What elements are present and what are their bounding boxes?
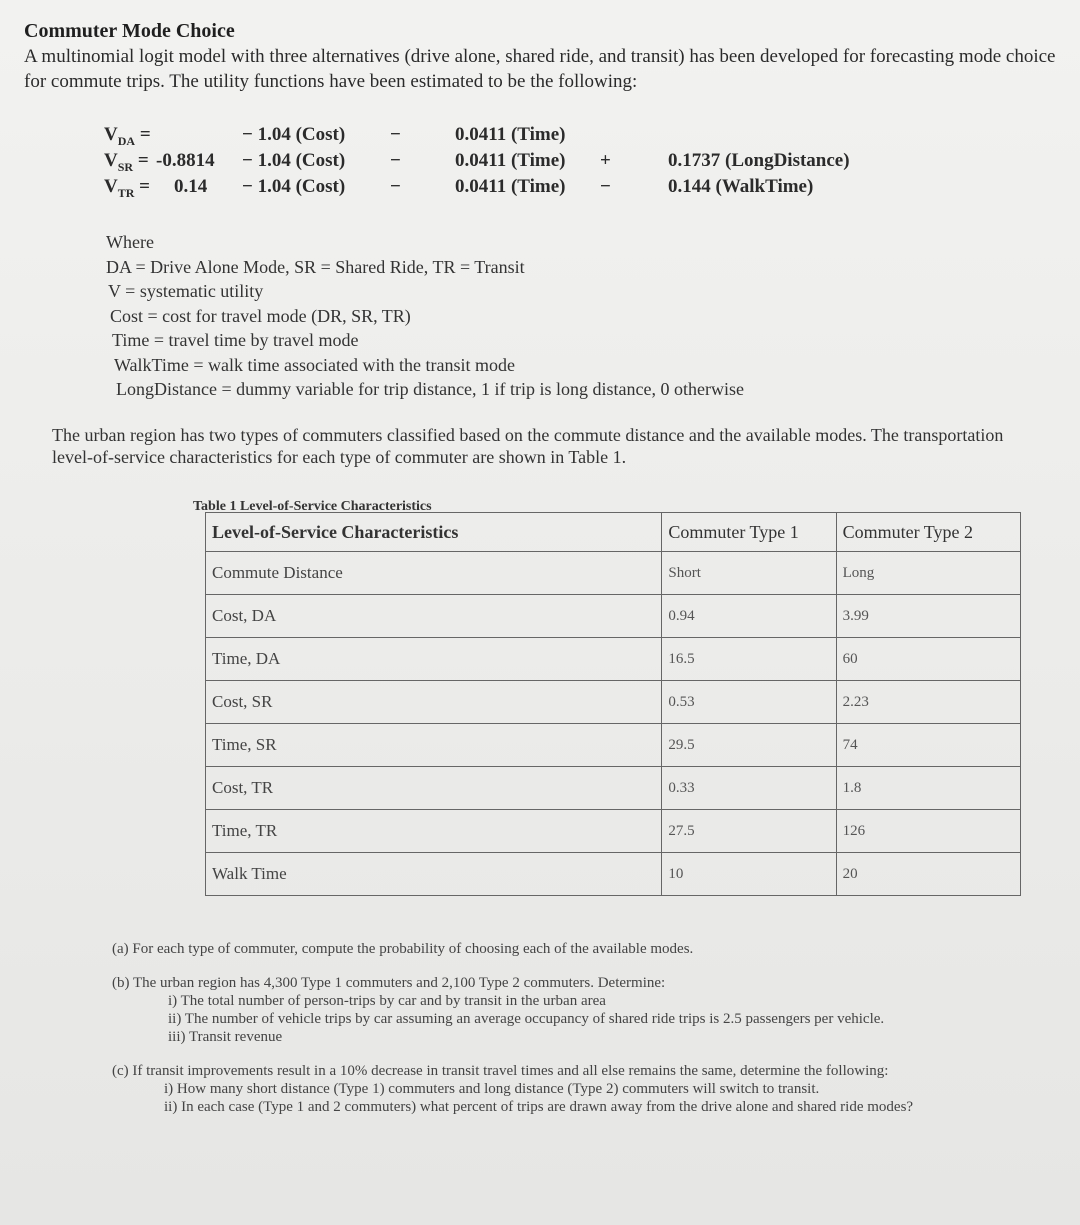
equation-operator: − [390,150,401,171]
table-row [206,552,1021,595]
definition-line: DA = Drive Alone Mode, SR = Shared Ride, TR = Transit [106,256,525,277]
table-caption: Table 1 Level-of-Service Characteristics [193,499,432,514]
table-row [206,767,1021,810]
equation-constant: 0.14 [174,176,208,197]
definition-line: V = systematic utility [108,281,264,301]
question-b-items [112,992,1052,1046]
table-cell-value: 126 [836,810,1020,853]
equation-lhs [104,150,149,175]
intro-paragraph: A multinomial logit model with three alternatives (drive alone, shared ride, and transit) has been developed for forecasting mode choice for commute trips. The utility functions have been estimated to be the following: [24,46,1056,92]
definition-line: LongDistance = dummy variable for trip distance, 1 if trip is long distance, 0 otherwise [116,379,744,399]
equation-subscript: TR [117,185,135,200]
equation-subscript: DA [117,133,136,148]
equation-time-term: 0.0411 (Time) [455,176,566,197]
question-c-item: ii) In each case (Type 1 and 2 commuters) what percent of trips are drawn away from the drive alone and shared ride modes? [164,1099,914,1115]
table-cell-value: 16.5 [662,638,836,681]
commuter-types-paragraph: The urban region has two types of commuters classified based on the commute distance and the available modes. The transportation level-of-service characteristics for each type of commuter are shown in Table 1. [52,425,1004,467]
table-row [206,853,1021,896]
equation-extra-term: 0.144 (WalkTime) [668,176,814,197]
table-cell-label: Time, SR [206,724,662,767]
table-cell-label: Time, DA [206,638,662,681]
equation-time-term: 0.0411 (Time) [455,150,566,171]
table-cell-label: Time, TR [206,810,662,853]
table-cell-value: 1.8 [836,767,1020,810]
table-cell-value: 0.53 [662,681,836,724]
table-cell-label: Cost, TR [206,767,662,810]
table-cell-value: 2.23 [836,681,1020,724]
equation-cost-term: − 1.04 (Cost) [242,124,346,145]
table-cell-label: Cost, DA [206,595,662,638]
equation-equals: = [137,150,149,171]
equation-time-term: 0.0411 (Time) [455,124,566,145]
question-c-item: i) How many short distance (Type 1) commuters and long distance (Type 2) commuters will switch to transit. [164,1081,820,1097]
table-cell-value: 0.94 [662,595,836,638]
equation-operator: − [390,176,401,197]
equation-equals: = [139,124,151,145]
table-cell-value: 29.5 [662,724,836,767]
equation-lhs [104,124,151,149]
table-cell-label: Cost, SR [206,681,662,724]
question-b-item: i) The total number of person-trips by car and by transit in the urban area [168,993,606,1009]
question-b-item: ii) The number of vehicle trips by car assuming an average occupancy of shared ride trips is 2.5 passengers per vehicle. [168,1011,885,1027]
table-cell-value: 74 [836,724,1020,767]
table-cell-value: 10 [662,853,836,896]
table-header-cell: Level-of-Service Characteristics [206,513,662,552]
equation-constant: -0.8814 [156,150,215,171]
equation-operator: − [600,176,611,197]
equation-operator: − [390,124,401,145]
table-cell-label: Walk Time [206,853,662,896]
definition-line: Cost = cost for travel mode (DR, SR, TR) [110,305,411,326]
table-cell-value: Long [836,552,1020,595]
question-a: (a) For each type of commuter, compute the probability of choosing each of the available modes. [112,941,694,957]
question-c-items [112,1080,1052,1116]
definition-line: WalkTime = walk time associated with the transit mode [114,354,515,375]
document-title: Commuter Mode Choice [24,20,235,42]
equation-v: V [104,150,118,171]
table-cell-value: 0.33 [662,767,836,810]
table-cell-value: Short [662,552,836,595]
equation-lhs [104,176,150,201]
equation-extra-term: 0.1737 (LongDistance) [668,150,850,171]
table-row [206,595,1021,638]
question-c: (c) If transit improvements result in a 10% decrease in transit travel times and all else remains the same, determine the following: [112,1063,889,1079]
table-cell-value: 27.5 [662,810,836,853]
equation-cost-term: − 1.04 (Cost) [242,176,346,197]
table-cell-value: 20 [836,853,1020,896]
equation-subscript: SR [117,159,134,174]
table-row [206,724,1021,767]
equation-v: V [104,176,118,197]
equation-operator: + [600,150,611,171]
table-header-row [206,513,1021,552]
definitions-block [106,230,744,402]
equation-cost-term: − 1.04 (Cost) [242,150,346,171]
definitions-heading: Where [106,232,154,252]
table-cell-value: 60 [836,638,1020,681]
equation-v: V [104,124,118,145]
table-header-cell: Commuter Type 2 [836,513,1020,552]
table-header-cell: Commuter Type 1 [662,513,836,552]
definition-line: Time = travel time by travel mode [112,330,359,350]
table-cell-value: 3.99 [836,595,1020,638]
question-b-item: iii) Transit revenue [168,1029,283,1045]
questions-block [112,940,1052,1116]
table-cell-label: Commute Distance [206,552,662,595]
question-b: (b) The urban region has 4,300 Type 1 commuters and 2,100 Type 2 commuters. Determine: [112,975,666,991]
table-row [206,638,1021,681]
table-row [206,810,1021,853]
level-of-service-table [205,512,1021,896]
equation-equals: = [139,176,150,197]
table-row [206,681,1021,724]
